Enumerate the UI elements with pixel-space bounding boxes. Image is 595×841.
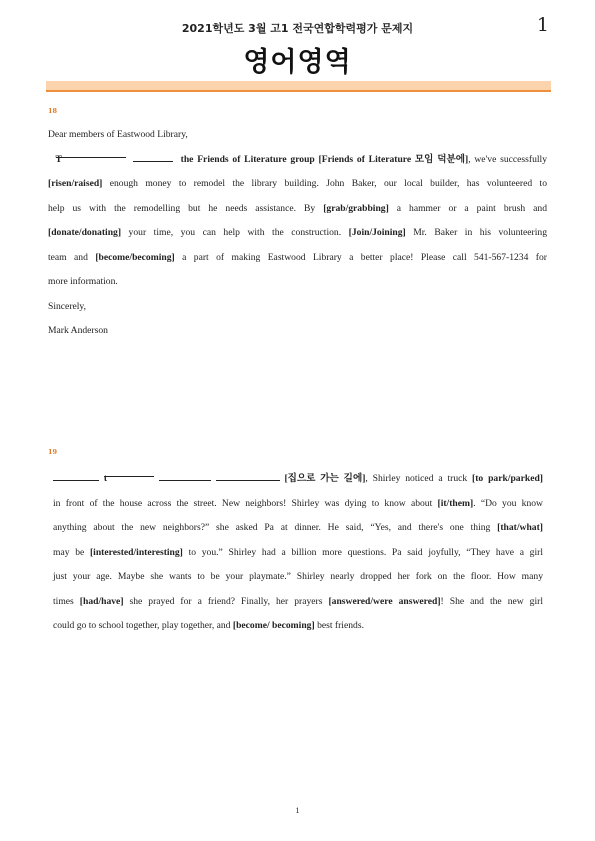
blank-3	[53, 471, 99, 481]
q19-l2-tail: . “Do you know	[473, 497, 543, 509]
q19-l4-text: may be	[53, 546, 90, 558]
q18-line-1	[48, 148, 547, 173]
header-band	[46, 81, 551, 90]
choice-become-becoming: [become/becoming]	[95, 251, 175, 263]
page-title: 영어영역	[243, 47, 352, 78]
question-18-text	[48, 123, 547, 344]
q18-line-3	[48, 197, 547, 222]
q19-l2-text: in front of the house across the street. New neighbors! Shirley was dying to know about	[53, 497, 438, 509]
blank-5	[159, 471, 211, 481]
choice-become-becoming-19: [become/ becoming]	[232, 620, 315, 631]
blank-hint-t: T	[55, 153, 62, 165]
q18-l2-text: enough money to remodel the library building. John Baker, our local builder, has volunteered to	[102, 178, 547, 189]
q18-l4-text: your time, you can help with the construction.	[121, 227, 349, 238]
q19-line-5: just your age. Maybe she wants to be your playmate.” Shirley nearly dropped her fork on the floor. How many	[53, 571, 543, 582]
choice-topark-parked: [to park/parked]	[472, 473, 543, 484]
q19-line-1	[53, 467, 543, 492]
q19-l7-text: could go to school together, play together, and	[53, 620, 233, 631]
question-number-19: 19	[48, 448, 58, 456]
q18-phrase: the Friends of Literature group [Friends of Literature 모임 덕분에]	[180, 153, 469, 165]
blank-1	[55, 148, 126, 165]
q18-l4-tail: Mr. Baker in his volunteering	[405, 227, 547, 238]
choice-it-them: [it/them]	[437, 497, 474, 509]
choice-grab-grabbing: [grab/grabbing]	[323, 202, 389, 214]
q18-line-4	[48, 221, 547, 246]
choice-donate-donating: [donate/donating]	[48, 227, 122, 238]
page-footer-number: 1	[295, 806, 300, 815]
q19-line-2	[53, 492, 543, 517]
q19-line-3	[53, 516, 543, 541]
q18-line-2	[48, 172, 547, 197]
choice-that-what: [that/what]	[497, 522, 543, 533]
q18-l5-tail: a part of making Eastwood Library a better place! Please call 541-567-1234 for	[174, 251, 547, 263]
q18-l3-tail: a hammer or a paint brush and	[388, 202, 548, 214]
exam-header: 2021학년도 3월 고1 전국연합학력평가 문제지	[181, 22, 414, 35]
q19-l6-text: times	[53, 595, 80, 607]
salutation: Dear members of Eastwood Library,	[48, 129, 188, 140]
q18-l3-text: help us with the remodelling but he needs assistance. By	[48, 202, 324, 214]
blank-2	[133, 152, 173, 162]
choice-interested-interesting: [interested/interesting]	[89, 546, 183, 558]
q19-l3-text: anything about the new neighbors?” she asked Pa at dinner. He said, “Yes, and there's one thing	[53, 522, 498, 533]
signature: Mark Anderson	[48, 325, 108, 336]
q19-l1-text: , Shirley noticed a truck	[365, 473, 473, 484]
choice-risen-raised: [risen/raised]	[48, 178, 103, 189]
q19-line-7	[53, 614, 543, 639]
q19-l6-mid: she prayed for a friend? Finally, her prayers	[123, 595, 329, 607]
q19-l6-tail: ! She and the new girl	[440, 595, 543, 607]
choice-answered: [answered/were answered]	[328, 595, 441, 607]
q19-l7-tail: best friends.	[314, 620, 364, 631]
q18-line-6: more information.	[48, 276, 118, 287]
header-divider	[46, 90, 551, 92]
q19-phrase: [집으로 가는 길에]	[284, 473, 366, 484]
choice-had-have: [had/have]	[79, 595, 124, 607]
choice-join-joining: [Join/Joining]	[348, 227, 406, 238]
q18-line-5	[48, 246, 547, 271]
question-19-text	[53, 467, 543, 639]
blank-hint-t-19: t	[103, 473, 108, 484]
q19-l4-tail: to you.” Shirley had a billion more questions. Pa said joyfully, “They have a girl	[182, 546, 543, 558]
blank-6	[216, 471, 280, 481]
closing: Sincerely,	[48, 300, 87, 312]
q19-line-6	[53, 590, 543, 615]
q18-l1-tail: , we've successfully	[468, 153, 548, 165]
question-number-18: 18	[48, 107, 58, 115]
page-number-top: 1	[536, 14, 549, 36]
q19-line-4	[53, 541, 543, 566]
q18-l5-text: team and	[48, 251, 96, 263]
blank-4	[103, 467, 154, 484]
